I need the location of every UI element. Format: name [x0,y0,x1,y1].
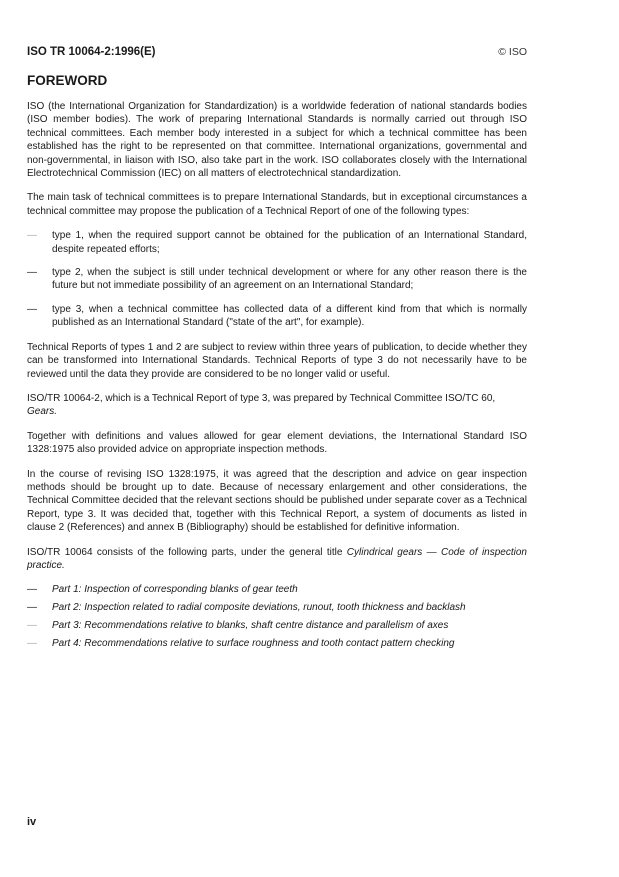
parts-intro-text: ISO/TR 10064 consists of the following parts, under the general title [27,546,347,558]
paragraph-together: Together with definitions and values allowed for gear element deviations, the International Standard ISO 1328:1975 also provided advice on appropriate inspection methods. [27,430,527,456]
dash-bullet: — [27,230,37,242]
list-item-text: Part 1: Inspection of corresponding blanks of gear teeth [52,584,298,596]
list-item-part-2 [27,601,527,614]
page-number: iv [27,816,37,828]
list-item-text: Part 2: Inspection related to radial composite deviations, runout, tooth thickness and backlash [52,602,466,614]
document-id: ISO TR 10064-2:1996(E) [27,46,156,58]
list-item-type-1 [27,229,527,256]
dash-bullet: — [27,620,37,632]
paragraph-revising: In the course of revising ISO 1328:1975, it was agreed that the description and advice on gear inspection methods should be brought up to date. Because of necessary enlargement and other considerations, the Technical Committee decided that the relevant sections should be published under separate cover as a Technical Report, type 3. It was decided that, together with this Technical Report, a system of documents as listed in clause 2 (References) and annex B (Bibliography) should be established for definitive information. [27,468,527,534]
list-item-text: type 1, when the required support cannot be obtained for the publication of an International Standard, despite repeated efforts; [52,230,527,255]
list-item-part-4 [27,637,527,650]
list-item-text: type 2, when the subject is still under technical development or where for any other reason there is the future but not immediate possibility of an agreement on an International Standard; [52,267,527,292]
committee-name: Gears. [27,406,58,418]
page-header [27,46,527,60]
dash-bullet: — [27,303,37,315]
general-title: Cylindrical gears — Code of inspection practice. [27,546,527,571]
paragraph-main-task: The main task of technical committees is to prepare International Standards, but in exceptional circumstances a technical committee may propose the publication of a Technical Report of one of the following types: [27,192,527,217]
list-item-text: Part 4: Recommendations relative to surface roughness and tooth contact pattern checking [52,638,455,650]
copyright-notice: © ISO [498,46,527,58]
prepared-by-text: ISO/TR 10064-2, which is a Technical Report of type 3, was prepared by Technical Committee ISO/TC 60, [27,392,496,404]
dash-bullet: — [27,638,37,650]
list-item-type-2 [27,266,527,293]
list-item-text: Part 3: Recommendations relative to blanks, shaft centre distance and parallelism of axes [52,620,449,632]
dash-bullet: — [27,602,37,614]
list-item-part-3 [27,619,527,632]
list-item-part-1 [27,583,527,596]
list-item-text: type 3, when a technical committee has collected data of a different kind from that which is normally published as an International Standard ("state of the art", for example). [52,303,527,329]
section-title: FOREWORD [27,73,108,88]
paragraph-prepared-by [27,392,527,419]
paragraph-review: Technical Reports of types 1 and 2 are subject to review within three years of publication, to decide whether they can be transformed into International Standards. Technical Reports of type 3 do not necessarily have to be reviewed until the data they provide are considered to be no longer valid or useful. [27,341,527,380]
paragraph-parts-intro [27,546,527,573]
foreword-body [27,100,527,662]
parts-list [27,583,527,650]
dash-bullet: — [27,267,37,279]
report-types-list [27,229,527,329]
paragraph-iso-intro: ISO (the International Organization for Standardization) is a worldwide federation of national standards bodies (ISO member bodies). The work of preparing International Standards is normally carried out through ISO technical committees. Each member body interested in a subject for which a technical committee has been established has the right to be represented on that committee. International organizations, governmental and non-governmental, in liaison with ISO, also take part in the work. ISO collaborates closely with the International Electrotechnical Commission (IEC) on all matters of electrotechnical standardization. [27,101,527,180]
dash-bullet: — [27,584,37,596]
list-item-type-3 [27,303,527,330]
